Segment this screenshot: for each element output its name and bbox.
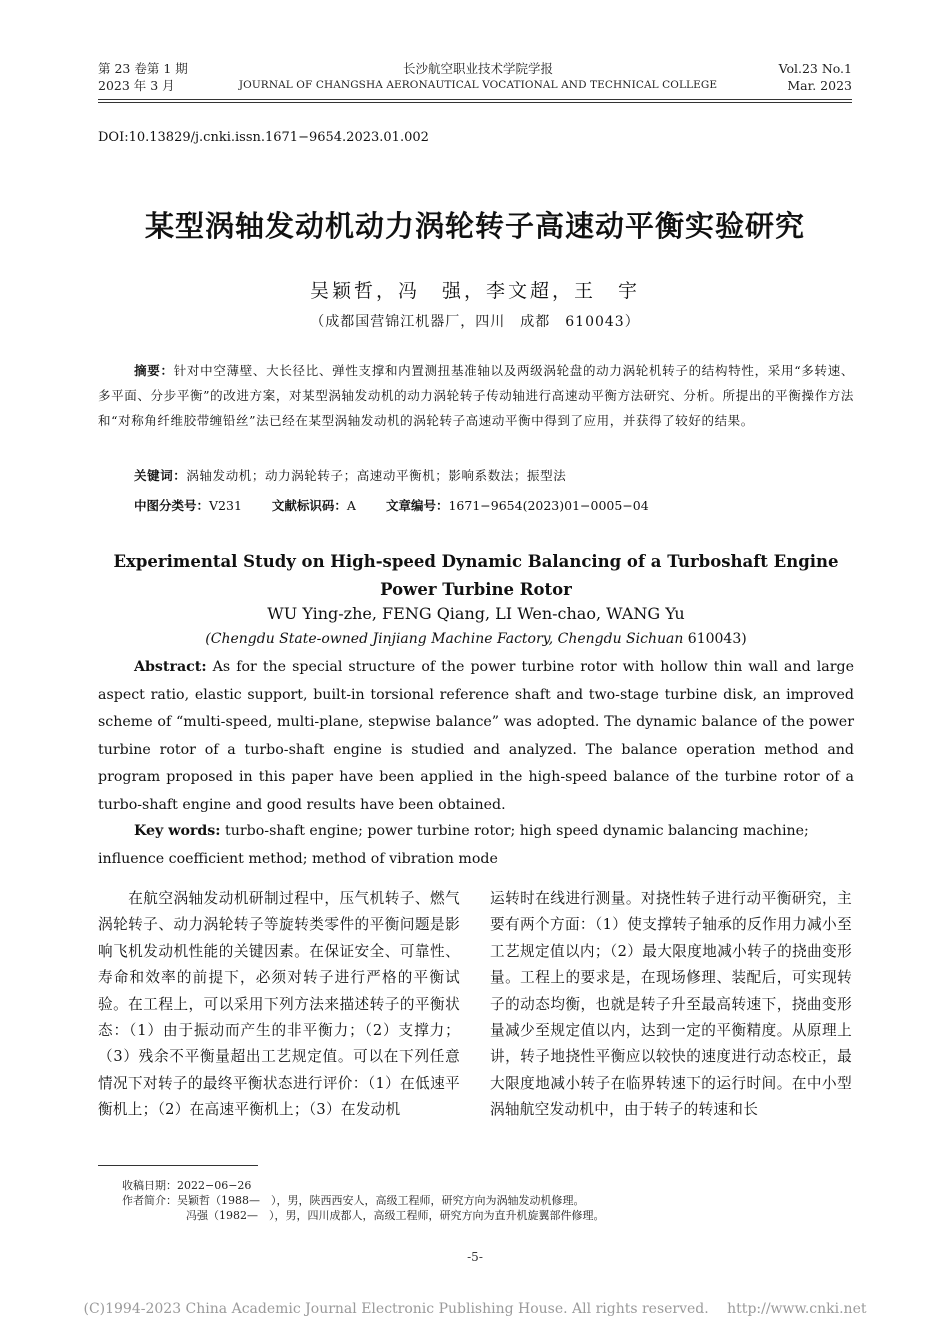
classification-info <box>134 496 649 514</box>
keywords-cn-label: 关键词： <box>134 468 187 483</box>
doc-code-label: 文献标识码： <box>271 498 347 513</box>
paper-title-en: Experimental Study on High-speed Dynamic Balancing of a Turboshaft Engine Power Turbine Rotor <box>113 552 839 599</box>
author-bio-1: 作者简介：吴颖哲（1988— ），男，陕西西安人，高级工程师，研究方向为涡轴发动机修理。 <box>122 1194 585 1207</box>
copyright-footer: (C)1994-2023 China Academic Journal Electronic Publishing House. All rights reserved. http://www.cnki.net <box>83 1301 867 1317</box>
body-column-left <box>98 886 460 1124</box>
journal-name-en: JOURNAL OF CHANGSHA AERONAUTICAL VOCATIONAL AND TECHNICAL COLLEGE <box>238 79 718 91</box>
doi: DOI:10.13829/j.cnki.issn.1671−9654.2023.01.002 <box>98 130 429 145</box>
abstract-cn-text: 针对中空薄壁、大长径比、弹性支撑和内置测扭基准轴以及两级涡轮盘的动力涡轮机转子的结构特性，采用“多转速、多平面、分步平衡”的改进方案，对某型涡轴发动机的动力涡轮转子传动轴进行高速动平衡方法研究、分析。所提出的平衡操作方法和“对称角纤维胶带缠铅丝”法已经在某型涡轴发动机的涡轮转子高速动平衡中得到了应用，并获得了较好的结果。 <box>98 363 854 428</box>
abstract-cn <box>98 358 854 433</box>
date-en: Mar. 2023 <box>787 78 852 93</box>
header-rule <box>98 99 852 100</box>
clc-label: 中图分类号： <box>134 498 210 513</box>
keywords-en-label: Key words: <box>134 823 221 839</box>
paper-title-cn: 某型涡轴发动机动力涡轮转子高速动平衡实验研究 <box>144 209 805 243</box>
header-rule-thin <box>98 102 852 103</box>
volume-issue: 第 23 卷第 1 期 <box>98 61 188 76</box>
keywords-en-text: turbo-shaft engine; power turbine rotor; high speed dynamic balancing machine; influence coefficient method; method of vibration mode <box>98 823 809 867</box>
clc-value: V231 <box>209 498 242 513</box>
page-number: -5- <box>467 1250 483 1264</box>
body-left-text: 在航空涡轴发动机研制过程中，压气机转子、燃气涡轮转子、动力涡轮转子等旋转类零件的平衡问题是影响飞机发动机性能的关键因素。在保证安全、可靠性、寿命和效率的前提下，必须对转子进行严格的平衡试验。在工程上，可以采用下列方法来描述转子的平衡状态：（1）由于振动而产生的非平衡力；（2）支撑力；（3）残余不平衡量超出工艺规定值。可以在下列任意情况下对转子的最终平衡状态进行评价：（1）在低速平衡机上；（2）在高速平衡机上；（3）在发动机 <box>98 890 460 1119</box>
affiliation-en-name: (Chengdu State-owned Jinjiang Machine Factory, Chengdu Sichuan <box>205 631 684 647</box>
journal-name <box>238 60 718 94</box>
keywords-en <box>98 818 854 873</box>
journal-name-cn: 长沙航空职业技术学院学报 <box>402 61 553 76</box>
received-date: 收稿日期：2022−06−26 <box>122 1179 252 1192</box>
abstract-cn-label: 摘要： <box>134 363 174 378</box>
abstract-en-text: As for the special structure of the power turbine rotor with hollow thin wall and large aspect ratio, elastic support, built-in torsional reference shaft and two-stage turbine disk, an improved scheme of “multi-speed, multi-plane, stepwise balance” was adopted. The dynamic balance of the power turbine rotor of a turbo-shaft engine is studied and analyzed. The balance operation method and program proposed in this paper have been applied in the high-speed balance of the turbine rotor of a turbo-shaft engine and good results have been obtained. <box>98 659 854 813</box>
volume-en: Vol.23 No.1 <box>778 61 852 76</box>
doc-code-value: A <box>346 498 356 513</box>
body-column-right <box>490 886 852 1124</box>
affiliation-en-code: 610043) <box>683 631 747 647</box>
abstract-en-label: Abstract: <box>134 659 207 675</box>
body-right-text: 运转时在线进行测量。对挠性转子进行动平衡研究，主要有两个方面：（1）使支撑转子轴承的反作用力减小至工艺规定值以内；（2）最大限度地减小转子的挠曲变形量。工程上的要求是，在现场修理、装配后，可实现转子的动态均衡，也就是转子升至最高转速下，挠曲变形量减少至规定值以内，达到一定的平衡精度。从原理上讲，转子地挠性平衡应以较快的速度进行动态校正，最大限度地减小转子在临界转速下的运行时间。在中小型涡轴航空发动机中，由于转子的转速和长 <box>490 890 852 1119</box>
abstract-en <box>98 654 854 819</box>
article-number-label: 文章编号： <box>385 498 449 513</box>
footnote <box>122 1178 605 1223</box>
journal-issue-info <box>98 60 238 94</box>
authors-cn: 吴颖哲，冯 强，李文超，王 宇 <box>309 280 640 302</box>
affiliation-en <box>98 631 854 647</box>
footnote-rule <box>98 1165 258 1166</box>
keywords-cn-text: 涡轴发动机；动力涡轮转子；高速动平衡机；影响系数法；振型法 <box>186 468 567 483</box>
author-bio-2: 冯强（1982— ），男，四川成都人，高级工程师，研究方向为直升机旋翼部件修理。 <box>186 1209 605 1222</box>
issue-date: 2023 年 3 月 <box>98 78 175 93</box>
affiliation-cn: （成都国营锦江机器厂，四川 成都 610043） <box>310 314 640 330</box>
authors-en: WU Ying-zhe, FENG Qiang, LI Wen-chao, WANG Yu <box>267 604 685 623</box>
keywords-cn <box>134 466 566 484</box>
journal-volume-en <box>720 60 852 94</box>
article-number-value: 1671−9654(2023)01−0005−04 <box>448 498 649 513</box>
